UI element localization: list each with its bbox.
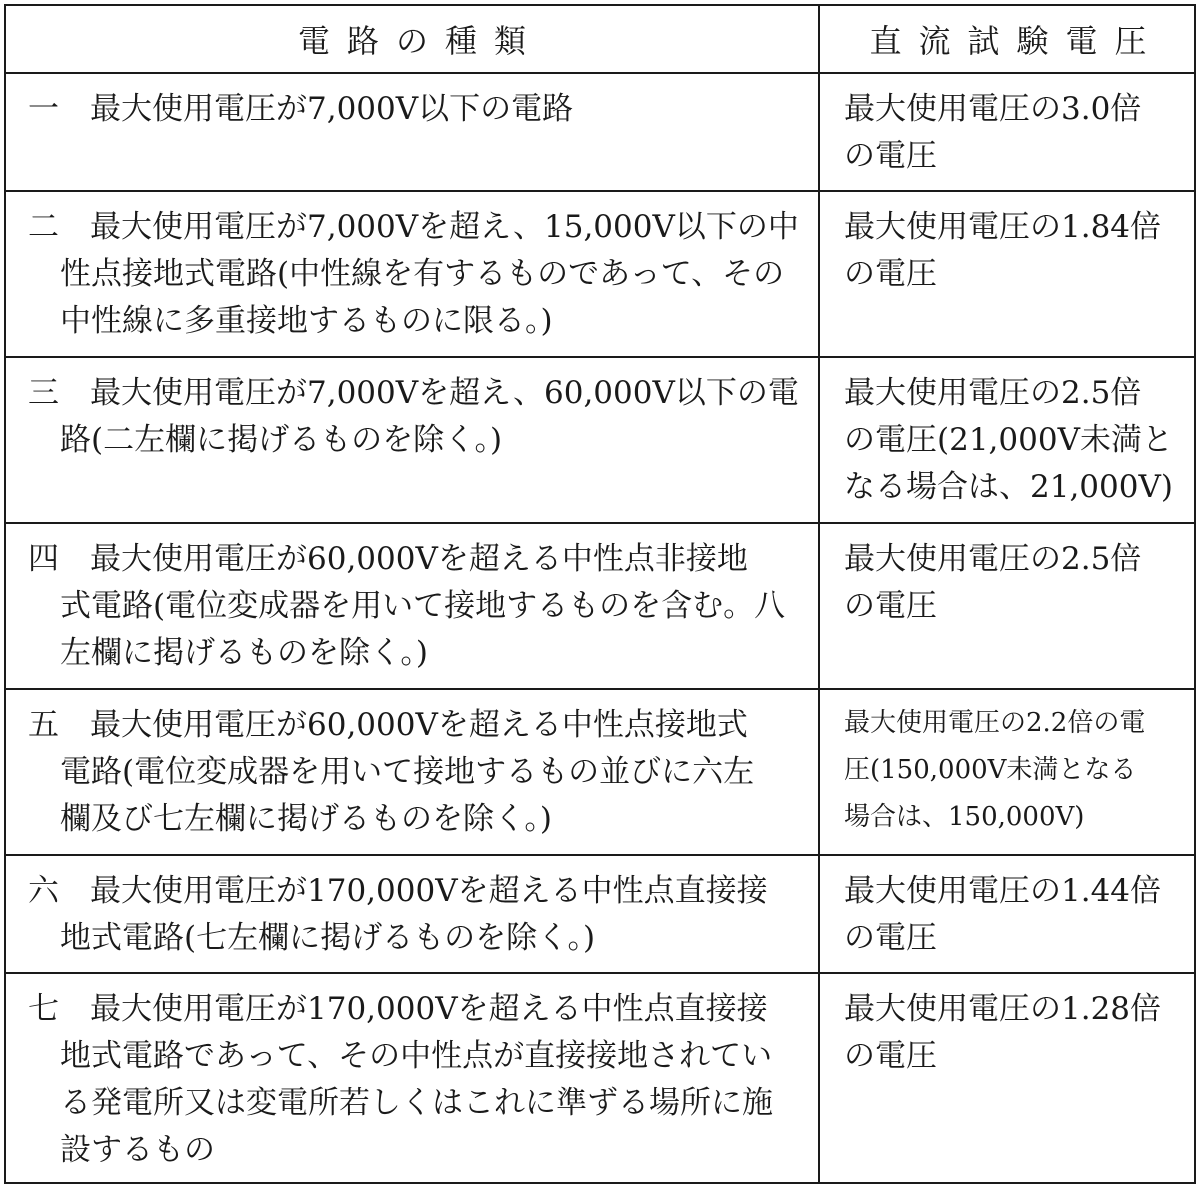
- circuit-type-line: 路(二左欄に掲げるものを除く。): [60, 422, 503, 458]
- test-voltage-line: 最大使用電圧の3.0倍: [844, 91, 1142, 127]
- table-row: [6, 358, 1194, 524]
- row-number: 六: [28, 873, 59, 909]
- test-voltage-line: 最大使用電圧の2.5倍: [844, 541, 1142, 577]
- test-voltage-cell: [844, 868, 1190, 962]
- circuit-type-line: 一 最大使用電圧が7,000V以下の電路: [28, 86, 800, 133]
- column-divider: [818, 690, 820, 854]
- column-divider: [818, 358, 820, 522]
- test-voltage-line: の電圧: [844, 920, 937, 956]
- circuit-type-cell: [28, 536, 800, 677]
- column-divider: [818, 524, 820, 688]
- row-number: 一: [28, 91, 59, 127]
- row-number: 二: [28, 209, 59, 245]
- table-row: [6, 856, 1194, 974]
- column-divider: [818, 192, 820, 356]
- circuit-type-line: 五 最大使用電圧が60,000Vを超える中性点接地式: [28, 702, 800, 749]
- test-voltage-cell: [844, 536, 1190, 630]
- row-number: 四: [28, 541, 59, 577]
- column-divider: [818, 856, 820, 972]
- table-row: [6, 690, 1194, 856]
- test-voltage-line: 最大使用電圧の1.44倍: [844, 873, 1162, 909]
- row-number: 七: [28, 991, 59, 1027]
- test-voltage-line: 最大使用電圧の2.2倍の電: [844, 708, 1146, 738]
- table-header-row: [6, 6, 1194, 74]
- header-circuit-type: 電路の種類: [297, 22, 543, 60]
- test-voltage-cell: [844, 986, 1190, 1080]
- circuit-type-cell: [28, 702, 800, 843]
- circuit-type-line: 欄及び七左欄に掲げるものを除く。): [60, 801, 552, 837]
- circuit-type-line: 電路(電位変成器を用いて接地するもの並びに六左: [60, 754, 755, 790]
- table-row: [6, 524, 1194, 690]
- test-voltage-line: の電圧: [844, 256, 937, 292]
- circuit-type-line: 中性線に多重接地するものに限る。): [60, 303, 553, 339]
- test-voltage-line: なる場合は、21,000V): [844, 469, 1173, 505]
- circuit-type-line: 四 最大使用電圧が60,000Vを超える中性点非接地: [28, 536, 800, 583]
- circuit-type-line: 二 最大使用電圧が7,000Vを超え、15,000V以下の中: [28, 204, 800, 251]
- row-number: 五: [28, 707, 59, 743]
- column-divider: [818, 74, 820, 190]
- column-divider: [818, 974, 820, 1182]
- test-voltage-line: 場合は、150,000V): [844, 802, 1085, 832]
- voltage-test-table: [4, 4, 1196, 1184]
- circuit-type-cell: [28, 868, 800, 962]
- test-voltage-line: の電圧(21,000V未満と: [844, 422, 1173, 458]
- circuit-type-line: 性点接地式電路(中性線を有するものであって、その: [60, 256, 785, 292]
- circuit-type-line: 三 最大使用電圧が7,000Vを超え、60,000V以下の電: [28, 370, 800, 417]
- test-voltage-cell: [844, 370, 1190, 511]
- test-voltage-cell: [844, 700, 1190, 841]
- circuit-type-line: る発電所又は変電所若しくはこれに準ずる場所に施: [60, 1085, 773, 1121]
- test-voltage-line: の電圧: [844, 1038, 937, 1074]
- test-voltage-cell: [844, 204, 1190, 298]
- circuit-type-cell: [28, 986, 800, 1174]
- row-number: 三: [28, 375, 59, 411]
- table-row: [6, 74, 1194, 192]
- test-voltage-cell: [844, 86, 1190, 180]
- table-row: [6, 974, 1194, 1182]
- circuit-type-cell: [28, 370, 800, 464]
- test-voltage-line: 最大使用電圧の1.84倍: [844, 209, 1162, 245]
- test-voltage-line: 最大使用電圧の1.28倍: [844, 991, 1162, 1027]
- circuit-type-line: 左欄に掲げるものを除く。): [60, 635, 428, 671]
- circuit-type-cell: [28, 204, 800, 345]
- circuit-type-line: 設するもの: [60, 1132, 215, 1168]
- test-voltage-line: 圧(150,000V未満となる: [844, 755, 1137, 785]
- test-voltage-line: の電圧: [844, 138, 937, 174]
- test-voltage-line: の電圧: [844, 588, 937, 624]
- column-divider: [818, 6, 820, 72]
- header-test-voltage: 直流試験電圧: [869, 22, 1164, 60]
- circuit-type-line: 地式電路(七左欄に掲げるものを除く。): [60, 920, 596, 956]
- circuit-type-line: 六 最大使用電圧が170,000Vを超える中性点直接接: [28, 868, 800, 915]
- test-voltage-line: 最大使用電圧の2.5倍: [844, 375, 1142, 411]
- circuit-type-line: 式電路(電位変成器を用いて接地するものを含む。八: [60, 588, 786, 624]
- circuit-type-line: 七 最大使用電圧が170,000Vを超える中性点直接接: [28, 986, 800, 1033]
- circuit-type-cell: [28, 86, 800, 133]
- circuit-type-line: 地式電路であって、その中性点が直接接地されてい: [60, 1038, 773, 1074]
- table-row: [6, 192, 1194, 358]
